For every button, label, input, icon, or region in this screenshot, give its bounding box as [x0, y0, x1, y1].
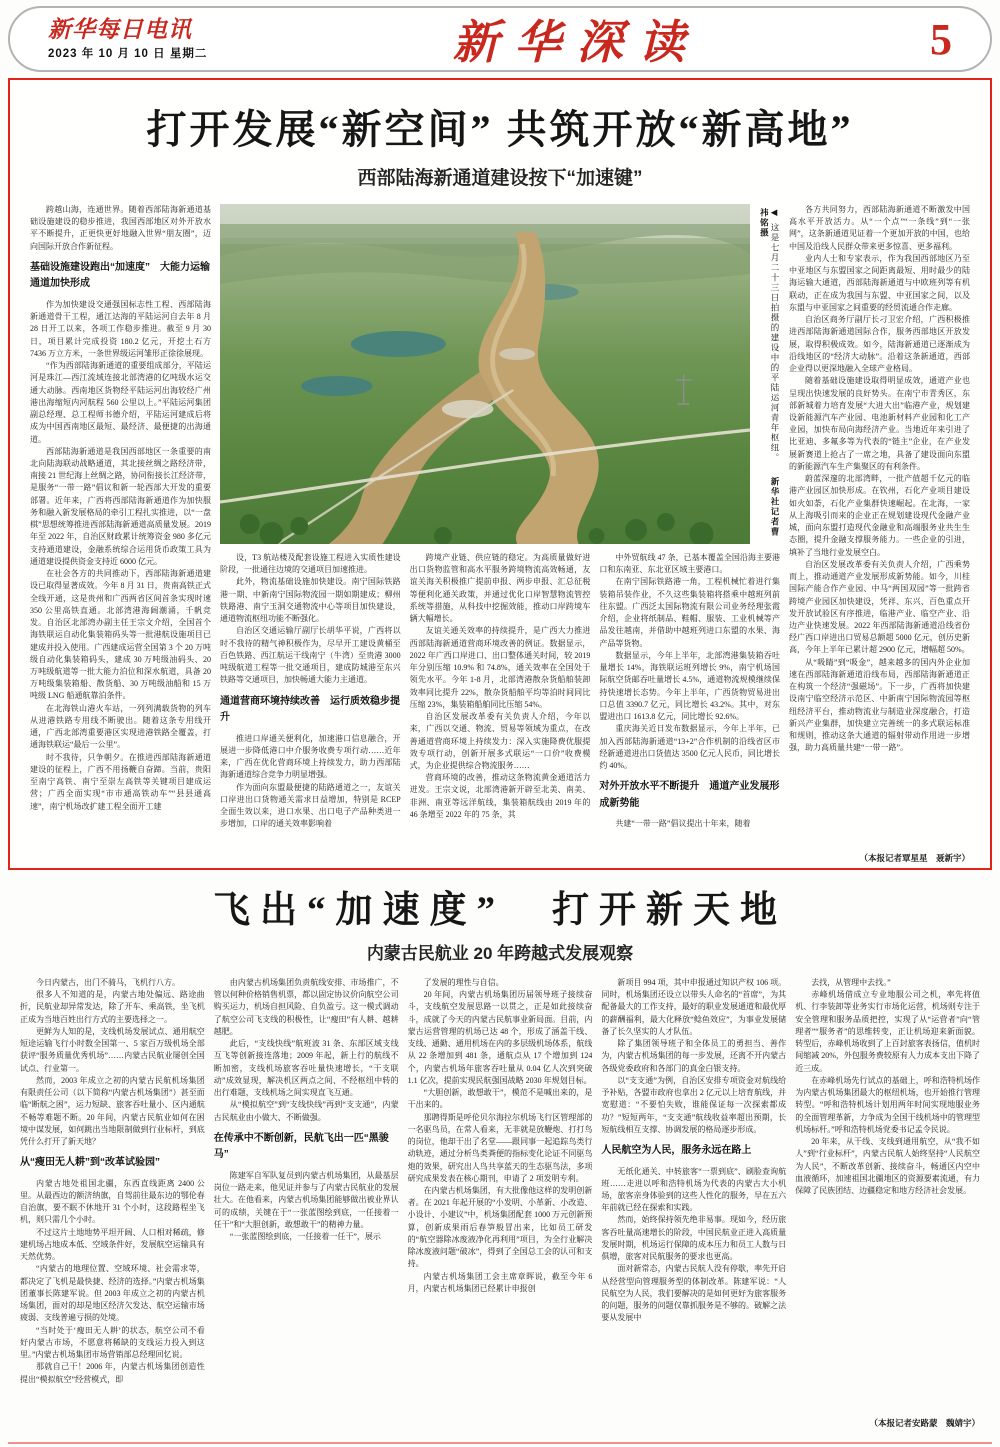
paragraph: 从“模拟航空”到“支线快线”再到“支支通”，内蒙古民航业由小做大、不断做强。	[213, 1100, 399, 1122]
article2-col5-paras	[795, 977, 980, 1197]
paragraph: 设，T3 航站楼及配套设施工程进入实质性建设阶段，一批通往边境的交通项目加速推进。	[220, 553, 401, 575]
paragraph: 推进口岸通关便利化，加速港口信息融合，开展进一步降低港口中介服务收费专项行动……近年来，广西在优化营商环境上持续发力，助力西部陆海新通道综合竞争力明显增强。	[220, 733, 401, 780]
paragraph: 中外贸航线 47 条，已基本覆盖全国沿海主要港口和东南亚、东北亚区域主要港口。	[599, 553, 780, 575]
article2-subtitle: 内蒙古民航业 20 年跨越式发展观察	[366, 944, 634, 963]
paragraph: 自治区发展改革委有关负责人介绍，今年以来，广西以交通、物流、贸易等领域为重点，在改善通道营商环境上持续发力：深入实施降费优服提效专项行动，创新开展多式联运“一口价”收费模式，为企业提供综合物流服务……	[409, 712, 591, 770]
article1-headline: 打开发展“新空间” 共筑开放“新高地”	[146, 107, 854, 152]
photo-row	[220, 204, 780, 544]
article1-col4b-paras	[599, 818, 780, 830]
paragraph: 自治区交通运输厅副厅长胡华平说，广西将以时不我待的精气神积极作为，尽早开工建设黄桶至百色铁路、西江航运干线南宁（牛湾）至贵港 3000 吨级航道工程等一批交通项目，建成防城港至东兴铁路等交通项目，加快畅通大能力主通道。	[220, 626, 401, 685]
paragraph: 作为面向东盟最便捷的陆路通道之一，友谊关口岸进出口货物通关需求日益增加，特别是 RCEP 全面生效以来，进口水果、出口电子产品种类进一步增加，口岸的通关效率影响着	[220, 782, 401, 829]
section-title: 新华深读	[452, 17, 701, 68]
article1-column-4	[599, 552, 780, 864]
photo-credit: 新华社记者曹祎铭摄	[759, 208, 780, 537]
paragraph: 更鲜为人知的是，支线机场发展试点、通用航空短途运输飞行小时数全国第一、5 家百万级机场全部获评“服务质量优秀机场”……内蒙古民航业屡创全国试点、行业第一。	[20, 1026, 205, 1073]
paragraph: 共建“一带一路”倡议提出十年来，随着	[615, 819, 751, 829]
paragraph: 内蒙古地处祖国北疆，东西直线距离 2400 公里。从最西边的额济纳旗，自驾前往最东边的鄂伦春自治旗，要不眠不休地开 31 个小时，这段路程坐飞机，则只需几个小时。	[20, 1178, 205, 1225]
article1-intro	[30, 204, 211, 253]
article2-col3-paras	[408, 977, 593, 1295]
article1-col3-paras	[410, 552, 591, 821]
article2-col1b-paras	[20, 1178, 205, 1386]
paragraph: 此后，“支线快线”航班波 31 条、东部区域支线互飞等创新接连落地；2009 年起，新上行的航线不断加密，支线机场旅客吞吐量快速增长，“干支联动”成效显现，解决机区两点之间、不经枢纽中转的出行难题，支线机场之间实现直飞互通。	[213, 1039, 399, 1098]
photo-caption-text: ◀ 这是七月二十三日拍摄的建设中的平陆运河青年枢纽。	[770, 208, 780, 464]
paragraph: 赤峰机场借成立专业地服公司之机，率先将值机、行李装卸等业务实行市场化运营，机场则专注于安全管理和服务品质把控，实现了从“运营者”向“管理者”“服务者”的思维转变，正让机场迎来新面貌。转型后，赤峰机场收到了上百封旅客表扬信，值机时间缩减 20%，外包服务费较原有人力成本支出下降了近三成。	[795, 990, 980, 1073]
paragraph: 蔚蓝深邃的北部湾畔，一批产值超千亿元的临港产业园区加快形成。在钦州，石化产业项目建设如火如荼，石化产业集群快速崛起。在北海，一家从上海吸引而来的企业正在规划建设现代金融产业城，面向东盟打造现代金融业和高端服务业共生生态圈，提升金融支撑服务能力。一些企业的引进，填补了当地行业发展空白。	[789, 474, 970, 557]
article2-column-1	[20, 977, 205, 1429]
paragraph: 在北海铁山港火车站，一列列满载货物的列车从进港铁路专用线不断驶出。随着这条专用线开通，广西北部湾重要港区实现进港铁路全覆盖，打通海铁联运“最后一公里”。	[30, 703, 211, 750]
article1-byline: （本报记者覃星星 聂新宇）	[859, 853, 970, 863]
paragraph: 不过这片土地地势平坦开阔、人口相对稀疏，修建机场占地成本低、空域条件好，发展航空运输具有天然优势。	[20, 1227, 205, 1262]
paragraph: 20 年间，内蒙古机场集团历届领导班子接续奋斗，支线航空发展思路一以贯之，正是如此接续奋斗，成就了今天的内蒙古民航事业新局面。目前，内蒙古运营管理的机场已达 48 个，形成了涵盖干线、支线、通勤、通用机场在内的多层级机场体系，航线从 22 条增加到 481 条，通航点从 17 个增加到 124 个，内蒙古机场年旅客吞吐量从 0.04 亿人次到突破 1.1 亿次，提前实现民航强国战略 2030 年规划目标。	[407, 990, 593, 1085]
paragraph: 各方共同努力，西部陆海新通道不断激发中国高水平开放活力。从“一个点”“一条线”到“一张网”，这条新通道见证着一个更加开放的中国，也给中国及沿线人民群众带来更多惊喜、更多福利。	[789, 205, 970, 251]
article1-subhead-3: 对外开放水平不断提升 通道产业发展形成新势能	[599, 781, 780, 809]
article2-column-3	[408, 977, 593, 1429]
paragraph: 随着基础设施建设取得明显成效，通道产业也呈现出快速发展的良好势头。在南宁市青秀区，东部新城着力培育发展“大进大出”临港产业，规划建设新能源汽车产业园、电池新材料产业园和化工产业园，加快布局向海经济产业。当地近年来引进了比亚迪、多氟多等为代表的“链主”企业，在产业发展新赛道上抢占了一席之地，具备了建设面向东盟的新能源汽车生产集聚区的有利条件。	[789, 376, 970, 471]
article2-subhead-2: 在传承中不断创新，民航飞出一匹“黑骏马”	[213, 1132, 389, 1161]
article1-col4-paras	[599, 552, 780, 772]
article1-col5-paras	[789, 204, 970, 755]
article2-column-4-text	[601, 977, 786, 1429]
paragraph: 作为加快建设交通强国标志性工程、西部陆海新通道骨干工程，通江达海的平陆运河自去年 8 月 28 日开工以来，各项工作稳步推进。截至 9 月 30 日，项目累计完成投资 180.2 亿元，开挖土石方 7436 万立方米，一条世界级运河雏形正徐徐展现。	[30, 299, 211, 358]
photo-caption	[750, 204, 780, 544]
paragraph: 那就自己干！2006 年，内蒙古机场集团创造性提出“模拟航空”经营模式，即	[20, 1362, 205, 1384]
article-new-land-sea-corridor	[8, 78, 992, 870]
article2-column-2	[214, 977, 399, 1429]
article1-column-1-text	[30, 204, 211, 864]
article1-subhead-1: 基础设施建设跑出“加速度” 大能力运输通道加快形成	[30, 261, 210, 290]
paragraph: 新项目 994 项，其中申报通过知识产权 106 项。同时，机场集团还设立以带头人命名的“首席”，为其配备最大的工作支持，最好的职业发展通道和最优厚的薪酬福利，最大化释放“鲶鱼效应”，为事业发展储备了长久坚实的人才队伍。	[601, 978, 787, 1036]
paragraph: 跨越山海，连通世界。随着西部陆海新通道基础设施建设的稳步推进，我国西部地区对外开放水平不断提升，正更快更好地融入世界“朋友圈”，迈向国际开放合作新征程。	[30, 205, 211, 251]
article1-column-3	[410, 552, 591, 864]
paragraph: 然而，2003 年成立之初的内蒙古民航机场集团有限责任公司（以下简称“内蒙古机场集团”）甚至面临“断航之困”，运力短缺、旅客吞吐量小、区内通航不畅等难题不断。20 年间，内蒙古民航业如何在困境中谋发展，如何跳出当地限制做到行业标杆，到底凭什么打开了新天地？	[20, 1075, 205, 1147]
article2-subhead-3: 人民航空为人民，服务永远在路上	[601, 1145, 752, 1157]
paragraph: 去找，从管理中去找。”	[811, 978, 891, 987]
paragraph: 无纸化通关、中转旅客“一票到底”、刷脸查询航班……走进以呼和浩特机场为代表的内蒙古大小机场，旅客亲身体验到的这些人性化的服务，早在五六年前就已经在探索和实践。	[601, 1166, 787, 1213]
article2-col2b-paras	[214, 1170, 399, 1243]
newspaper-logo: 新华每日电讯	[48, 16, 192, 42]
issue-date: 2023 年 10 月 10 日 星期二	[48, 48, 208, 61]
masthead-left	[48, 17, 207, 61]
paragraph: 数据显示，今年上半年，北部湾港集装箱吞吐量增长 14%，海铁联运班列增长 9%，南宁机场国际航空货邮吞吐量增长 4.5%，通道物流规模继续保持快速增长态势。今年上半年，广西货物贸易进出口总值 3390.7 亿元，同比增长 43.2%。其中，对东盟进出口 1613.8 亿元，同比增长 92.6%。	[599, 650, 780, 722]
canal-photo-illustration	[220, 204, 750, 544]
article2-col2-paras	[214, 977, 399, 1124]
paragraph: 面对新常态，内蒙古民航人没有停歇，率先开启从经营型向管理服务型的体制改革。陈建军说：“人民航空为人民，我们要解决的是如何更好为旅客服务的问题，服务的问题仅靠抓服务是不够的。破解之法要从发展中	[601, 1264, 787, 1323]
paragraph: 由内蒙古机场集团负责航线安排、市场推广，不管以何种价格销售机票，都以固定协议价向航空公司购买运力，机场自担风险、自负盈亏。这一模式调动了航空公司飞支线的积极性，让“瘦田”有人耕、越耕越肥。	[213, 978, 399, 1036]
paragraph: 自治区商务厅副厅长刁卫宏介绍，广西积极推进西部陆海新通道国际合作，服务西部地区开放发展，取得积极成效。如今，陆海新通道已逐渐成为沿线地区的“经济大动脉”。沿着这条新通道，西部企业得以更深地融入全球产业格局。	[789, 315, 970, 374]
canal-aerial-photo	[220, 204, 750, 544]
paragraph: “作为西部陆海新通道的重要组成部分，平陆运河是珠江—西江流域连接北部湾港的亿吨级水运交通大动脉。西南地区货物经平陆运河出海较经广州港出海缩短内河航程 560 公里以上。”平陆运河集团副总经理、总工程师书德介绍，平陆运河建成后将成为中国西南地区最短、最经济、最便捷的出海通道。	[30, 361, 211, 444]
article1-col2-paras	[220, 552, 401, 687]
paragraph: “一张蓝图绘到底，一任接着一任干”，展示	[229, 1231, 381, 1241]
paragraph: 在南宁国际铁路港一角，工程机械忙着进行集装箱吊装作业，不久这些集装箱将搭乘中越班列前往东盟。广西泛太国际物流有限公司业务经理张霞介绍，企业将纸制品、鞋帽、服装、工业机械等产品发往越南，并借助中越班列进口东盟的水果、海产品等货物。	[599, 577, 780, 648]
article1-column-5	[789, 204, 970, 864]
paragraph: 内蒙古机场集团工会主席章晖说，截至今年 6 月，内蒙古机场集团已经累计申报创	[407, 1271, 593, 1293]
article1-subtitle: 西部陆海新通道建设按下“加速键”	[357, 168, 643, 189]
article2-headline: 飞出“加速度” 打开新天地	[213, 890, 787, 931]
article1-body	[30, 204, 970, 864]
paragraph: 营商环境的改善，推动这条物流黄金通道活力迸发。王宗文说，北部湾港新开辟至北美、南美、非洲、南亚等远洋航线，集装箱航线由 2019 年的 46 条增至 2022 年的 75 条，其	[409, 773, 591, 819]
article2-col4b-paras	[601, 1166, 786, 1325]
paragraph: “当时处于‘瘦田无人耕’的状态，航空公司不看好内蒙古市场，不愿意将稀缺的支线运力投入到这里。”内蒙古机场集团市场营销部总经理回忆说。	[20, 1325, 205, 1360]
paragraph: 今日内蒙古，出门不骑马，飞机行八方。	[36, 978, 180, 987]
paragraph: 从“吸睛”到“吸金”，越来越多的国内外企业加速在西部陆海新通道沿线布局，西部陆海新通道正在构筑一个经济“强磁场”。下一步，广西将加快建设南宁临空经济示范区、中新南宁国际物流园等枢纽经济平台，推动物流业与制造业深度融合，打造新兴产业集群，加快建立完善统一的多式联运标准和规则，推动这条大通道的辐射带动作用进一步增强，助力高质量共建“一带一路”。	[789, 657, 970, 753]
paragraph: 20 年来，从干线、支线到通用航空，从“我不如人”到“行业标杆”，内蒙古民航人始终坚持“人民航空为人民”，不断改革创新、接续奋斗，畅通区内空中血液循环，加速祖国北疆地区的资源要素流通，有力保障了民族团结、边疆稳定和地方经济社会发展。	[795, 1137, 980, 1195]
paragraph: 重庆海关近日发布数据显示，今年上半年，已加入西部陆海新通道“13+2”合作机制的沿线省区市经新通道进出口货值达 3500 亿元人民币，同比增长约 40%。	[599, 724, 780, 770]
article1-subhead-2: 通道营商环境持续改善 运行质效稳步提升	[220, 695, 400, 724]
paragraph: 那聘得斯是呼伦贝尔海拉尔机场飞行区管理部的一名驱鸟员，在常人看来，无非就是放鞭炮、打打鸟的岗位，他却干出了名堂——跟同事一起追踪鸟类行动轨迹，通过分析鸟类粪便的指标变化论证不同驱鸟炮的效果，研究出人鸟共享蓝天的生态驱鸟法，多项研究成果发表在核心期刊，申请了 2 项发明专利。	[407, 1112, 593, 1183]
article2-column-5	[795, 977, 980, 1429]
masthead-bar	[8, 6, 992, 72]
article2-col1-paras	[20, 977, 205, 1148]
paragraph: 陈建军自军队复员到内蒙古机场集团，从最基层岗位一路走来，他见证并参与了内蒙古民航业的发展壮大。在他看来，内蒙古机场集团能够做出被业界认可的成绩，关键在于“一张蓝图绘到底，一任接着一任干”和“大胆创新，敢想敢干”的精神力量。	[213, 1170, 399, 1229]
paragraph: 以“支支通”为例，自治区安排专项资金对航线给予补贴，各盟市政府也拿出 2 亿元以上培育航线，并宽慰道：“不要怕失败，谁能保证每一次探索都成功？”短短两年，“支支通”航线收益率超出预期，长短航线相互支撑、协调发展的格局逐步形成。	[601, 1075, 787, 1134]
paragraph: “大胆创新，敢想敢干”，模范不是喊出来的，是干出来的。	[407, 1088, 593, 1110]
paragraph: 时不我待，只争朝夕。在推进西部陆海新通道建设的征程上，广西不用扬鞭自奋蹄。当前，贵阳至南宁高铁、南宁至崇左高铁等关键项目建成运营；广西全面实现“市市通高铁动车”“县县通高速”，南宁机场改扩建工程全面开工建	[30, 752, 211, 811]
article1-column-1	[30, 204, 211, 864]
page-number: 5	[930, 14, 952, 64]
paragraph: 业内人士和专家表示，作为我国西部地区乃至中亚地区与东盟国家之间距离最短、用时最少的陆海运输大通道，西部陆海新通道与中欧班列等有机联动，正在成为我国与东盟、中亚国家之间，以及东盟与中亚国家之间重要的经贸流通合作走廊。	[789, 253, 970, 312]
article-inner-mongolia-aviation	[8, 879, 992, 1429]
paragraph: 西部陆海新通道是我国西部地区一条重要的南北向陆海联动战略通道，其北接丝绸之路经济带，南接 21 世纪海上丝绸之路，协同衔接长江经济带，是服务“一带一路”倡议和新一轮西部大开发的重要部署。近年来，广西将西部陆海新通道作为加快服务和融入新发展格局的牵引工程扎实推进，以“一盘棋”思想统筹推进西部陆海新通道高质量发展。2019 年至 2022 年，自治区财政累计统筹资金 980 多亿元支持通道建设，金融系统综合运用货币政策工具为通道建设提供资金支持近 6000 亿元。	[30, 446, 211, 566]
article1-middle	[220, 204, 780, 864]
article1-column-5-text	[789, 204, 970, 849]
article1-mid-columns	[220, 552, 780, 864]
paragraph: 在内蒙古机场集团，有大批像他这样的发明创新者。在 2021 年起开展的“小发明、小革新、小改造、小设计、小建议”中，机场集团配套 1000 万元创新预算，创新成果雨后春笋般冒出来，比如员工研发的“航空器除冰废液净化再利用”项目，为全行业解决除冰废液问题“破冰”，得到了全国总工会的认可和支持。	[407, 1185, 593, 1269]
paragraph: 跨境产业链、供应链的稳定。为高质量做好进出口货物监管和高水平服务跨境物流高效畅通，友谊关海关积极推广提前申报、两步申报、汇总征税等便利化通关政策，并通过优化口岸智慧物流管控系统等措施，从科技中挖掘效能，推动口岸跨境车辆大幅增长。	[409, 553, 591, 624]
article1-col1-paras	[30, 299, 211, 813]
paragraph: 很多人不知道的是，内蒙古地处偏远、路途曲折，民航业却异常发达，除了开车、乘高铁，坐飞机正成为当地百姓出行方式的主要选择之一。	[20, 990, 205, 1024]
paragraph: 此外，物流基础设施加快建设。南宁国际铁路港一期、中新南宁国际物流园一期如期建成；柳州铁路港、南宁玉洞交通物流中心等项目加快建设，通道物流枢纽功能不断强化。	[220, 577, 401, 624]
paragraph: 在社会各方的共同推动下，西部陆海新通道建设已取得显著成效。今年 8 月 31 日，贵南高铁正式全线开通，这是贵州和广西两省区间首条实现时速 350 公里高铁直通。北部湾港海阔潮涌，千帆竞发。自治区北部湾办副主任王宗文介绍，全国首个海铁联运自动化集装箱码头等一批港航设施项目已建成并投入使用。广西建成运营全国第 3 个 20 万吨级自动化集装箱码头，建成 30 万吨级油码头、20 万吨级航道等一批大能力泊位和深水航道，具备 20 万吨级集装箱船、散货船、30 万吨级油船和 15 万吨级 LNG 船通航靠泊条件。	[30, 569, 211, 701]
paragraph: 友谊关通关效率的持续提升，是广西大力推进西部陆海新通道营商环境改善的例证。数据显示，2022 年广西口岸进口、出口整体通关时间，较 2019 年分别压缩 10.9% 和 74.8%，通关效率在全国处于领先水平。今年 1-8 月，北部湾港散杂货船舶装卸效率同比提升 22%，散杂货船舶平均等泊时间同比压缩 23%，集装箱船舶同比压缩 54%。	[409, 626, 591, 709]
article2-byline: （本报记者安路蒙 魏婧宇）	[869, 1418, 980, 1428]
article2-column-2-text	[214, 977, 399, 1429]
article2-column-3-text	[408, 977, 593, 1429]
paragraph: 然而，始终保持领先绝非易事。现如今，经历旅客吞吐量高速增长的阶段，中国民航业正进入高质量发展时期，机场运行保障的成本压力和员工人数与日俱增，旅客对民航服务的要求也更高。	[601, 1215, 787, 1262]
article2-body	[8, 977, 992, 1429]
paragraph: “内蒙古的地理位置、空域环境、社会需求等，都决定了飞机是最快捷、经济的选择。”内蒙古机场集团董事长陈建军说。但 2003 年成立之初的内蒙古机场集团，面对的却是地区经济欠发达、航空运输市场疲弱、支线普遍亏损的处境。	[20, 1264, 205, 1323]
article2-column-1-text	[20, 977, 205, 1429]
article2-col4-paras	[601, 977, 786, 1136]
article1-col2b-paras	[220, 733, 401, 831]
paragraph: 除了集团领导班子和全体员工的勇担当、善作为，内蒙古机场集团的每一步发展，还离不开内蒙古各级党委政府和各部门的真金白银支持。	[601, 1039, 787, 1073]
article2-column-4	[601, 977, 786, 1429]
paragraph: 自治区发展改革委有关负责人介绍，广西乘势而上，推动通道产业发展形成新势能。如今，川桂国际产能合作产业园、中马“两国双园”等一批跨省跨境产业园区加快建设，凭祥、东兴、百色重点开发开放试验区有序推进，临港产业、临空产业、沿边产业快速发展。2022 年西部陆海新通道沿线省份经广西口岸进出口贸易总额超 5000 亿元，创历史新高，今年上半年已累计超 2900 亿元，增幅超 50%。	[789, 559, 970, 655]
article1-column-2	[220, 552, 401, 864]
article2-column-5-text	[795, 977, 980, 1414]
paragraph: 了发展的理性与自信。	[423, 978, 504, 987]
page-bottom-rule	[8, 1442, 992, 1444]
paragraph: 在赤峰机场先行试点的基础上，呼和浩特机场作为内蒙古机场集团最大的枢纽机场，也开始推行管理转型。“呼和浩特机场计划用两年时间实现地服业务的全面管理革新，力争成为全国干线机场中的管理型机场标杆。”呼和浩特机场党委书记孟令民说。	[795, 1075, 980, 1134]
article2-subhead-1: 从“瘦田无人耕”到“改革试验园”	[20, 1157, 160, 1169]
